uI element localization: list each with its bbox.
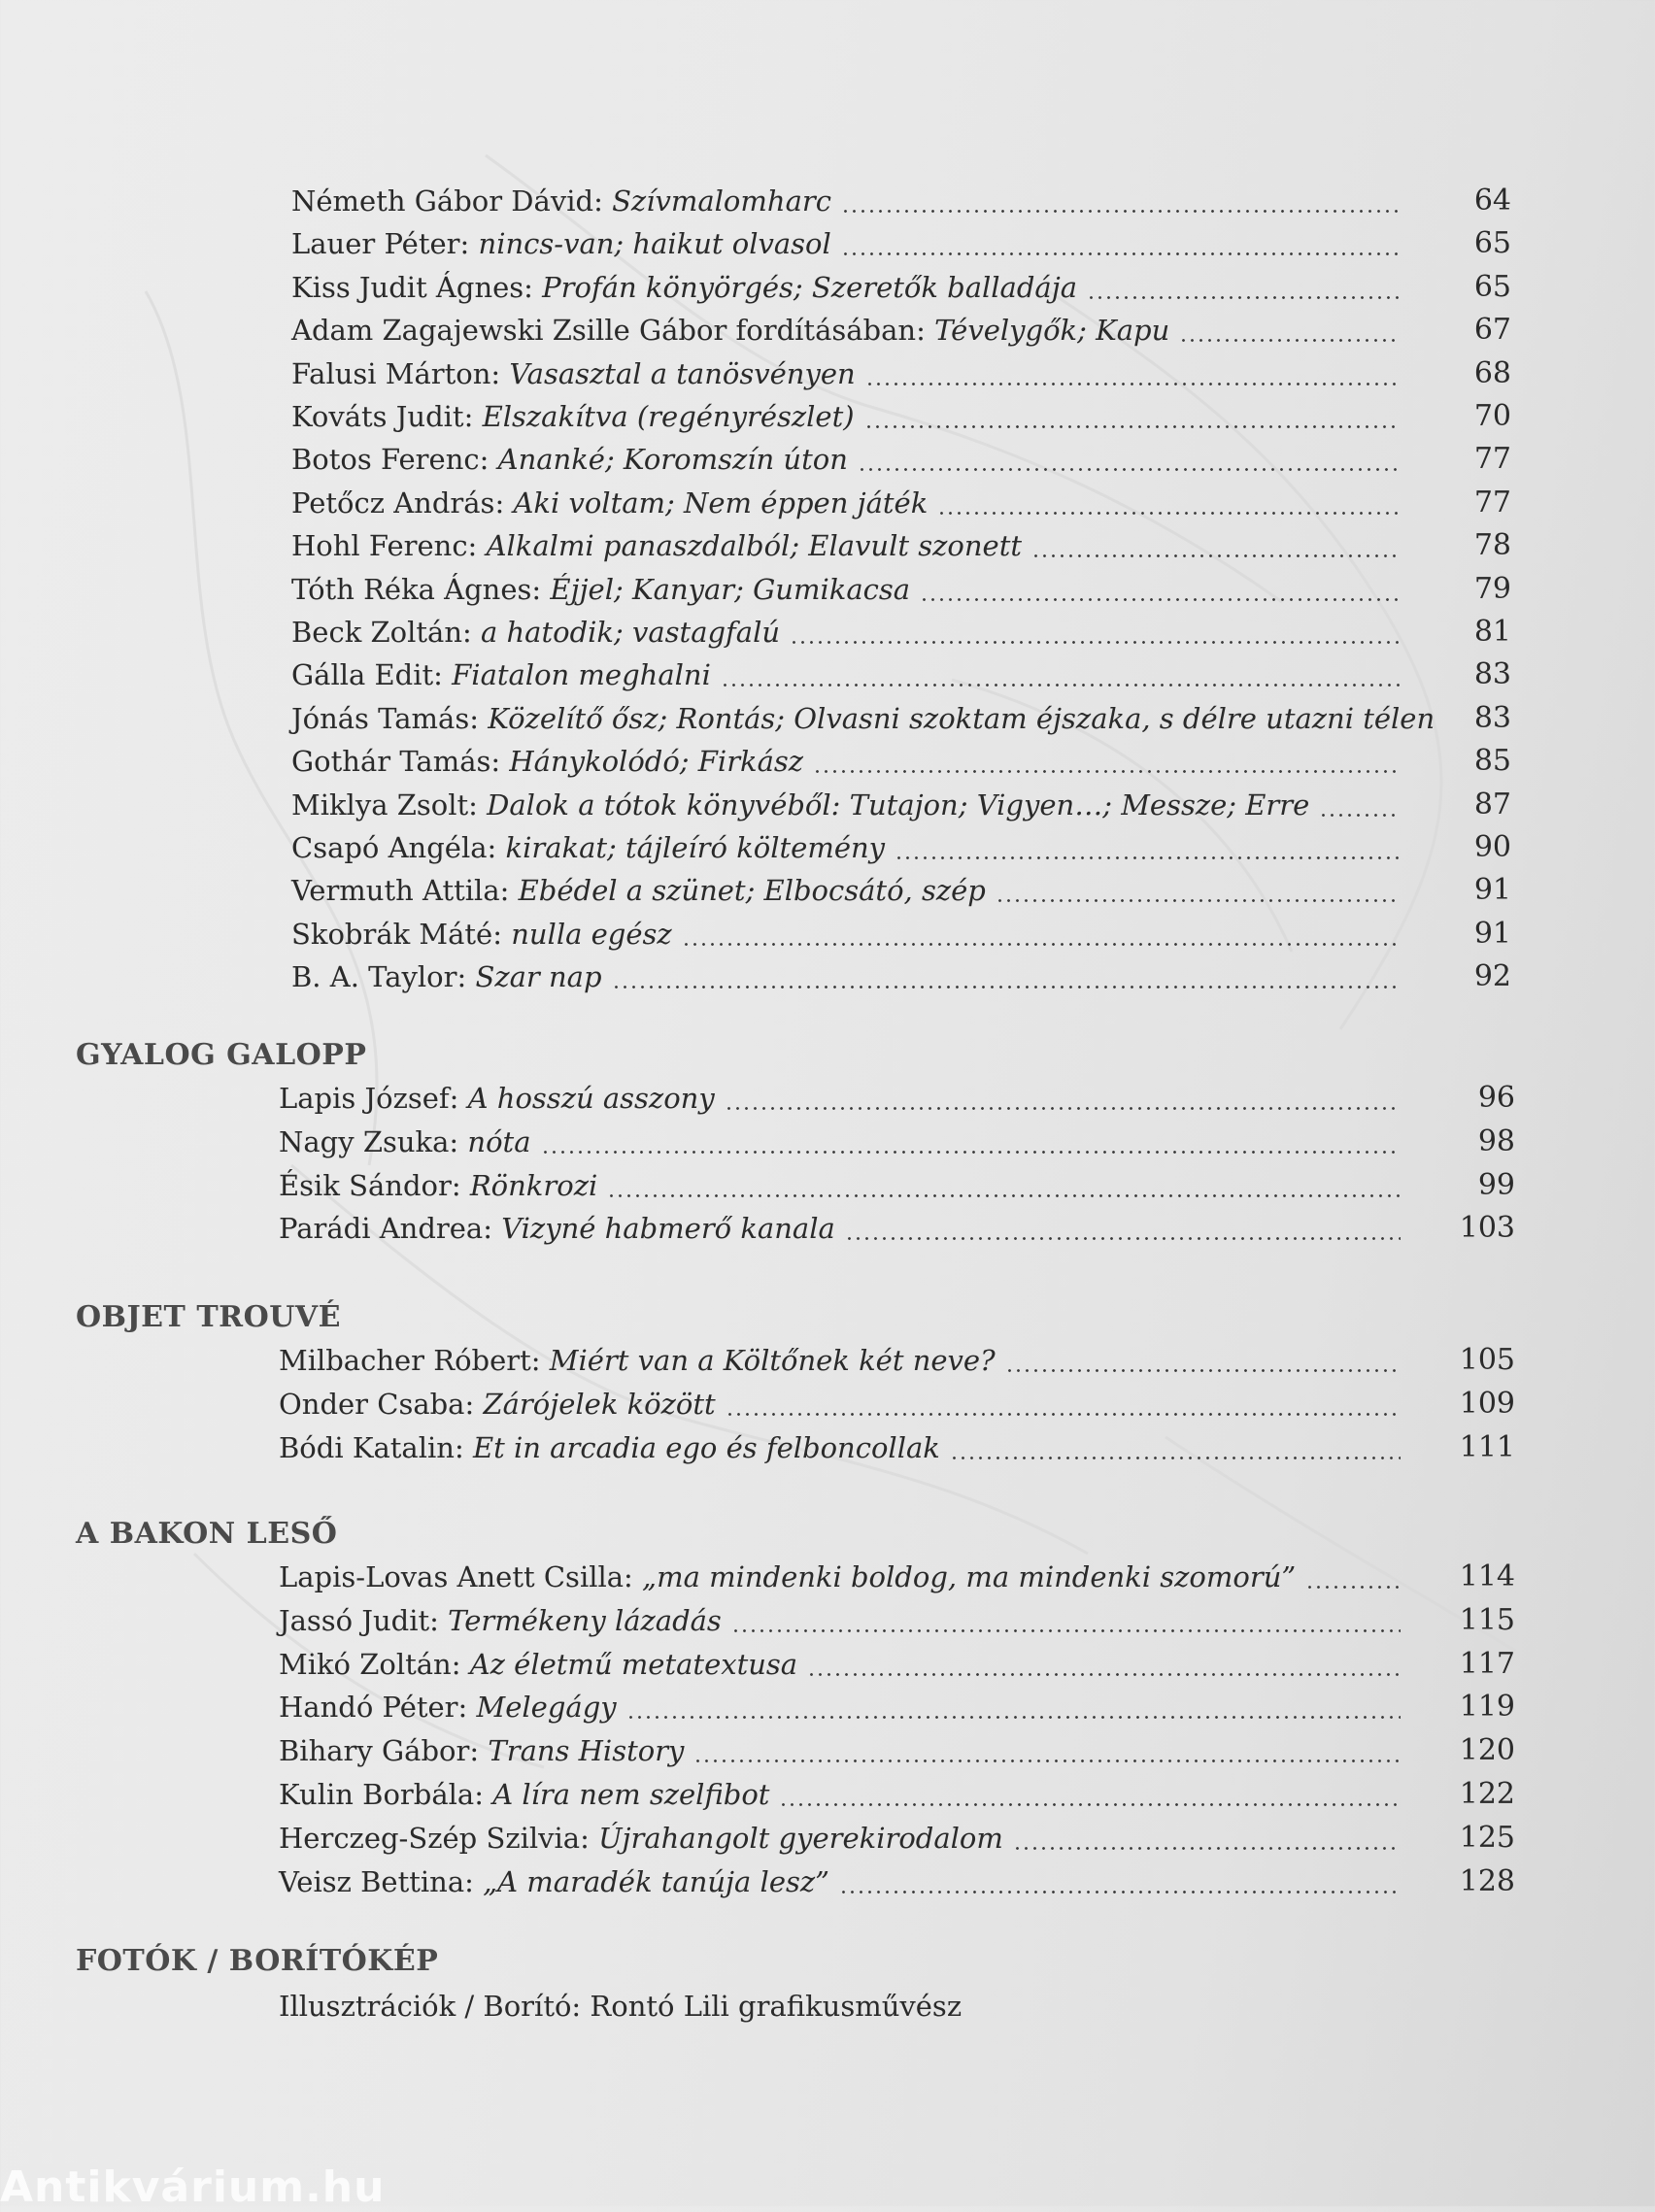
toc-entry (0, 266, 1655, 309)
entry-author: Handó Péter: (279, 1691, 468, 1725)
toc-entry (0, 180, 1655, 222)
toc-entry (0, 955, 1655, 998)
entry-text (279, 1860, 829, 1903)
entry-page-number: 77 (1473, 485, 1511, 519)
entry-text (279, 1817, 1003, 1860)
entry-page-number: 122 (1459, 1777, 1515, 1811)
entry-title: Miért van a Költőnek két neve? (549, 1344, 996, 1377)
toc-entry (0, 1164, 1655, 1207)
dot-leader (1305, 1556, 1401, 1598)
dot-leader (858, 438, 1401, 481)
entry-text (291, 438, 848, 481)
watermark-text: Antikvárium.hu (0, 2162, 386, 2212)
entry-author: Milbacher Róbert: (279, 1344, 541, 1377)
dot-leader (841, 180, 1401, 222)
dot-leader (1319, 784, 1401, 826)
entry-author: Vermuth Attila: (291, 874, 510, 908)
entry-author: Kiss Judit Ágnes: (291, 270, 533, 304)
entry-page-number: 99 (1477, 1167, 1515, 1202)
entry-title: Közelítő ősz; Rontás; Olvasni szoktam éjszaka, s délre utazni télen (488, 701, 1435, 735)
entry-author: Gálla Edit: (291, 658, 443, 692)
entry-page-number: 103 (1459, 1211, 1515, 1246)
toc-entry (0, 784, 1655, 826)
entry-title: A líra nem szelfibot (492, 1778, 770, 1811)
toc-entry (0, 654, 1655, 696)
entry-text (291, 913, 672, 955)
entry-author: Botos Ferenc: (291, 443, 490, 477)
entry-text (291, 524, 1022, 567)
entry-page-number: 79 (1473, 571, 1511, 606)
entry-page-number: 96 (1477, 1081, 1515, 1115)
entry-title: Profán könyörgés; Szeretők balladája (542, 270, 1077, 304)
entry-page-number: 87 (1473, 787, 1511, 821)
entry-title: A hosszú asszony (467, 1082, 715, 1115)
entry-author: Csapó Angéla: (291, 831, 497, 864)
entry-page-number: 68 (1473, 355, 1511, 390)
dot-leader (626, 1686, 1401, 1728)
dot-leader (682, 913, 1401, 955)
entry-page-number: 92 (1473, 959, 1511, 994)
entry-page-number: 67 (1473, 313, 1511, 348)
entry-author: Onder Csaba: (279, 1387, 475, 1421)
entry-title: Aki voltam; Nem éppen játék (513, 486, 929, 519)
entry-author: B. A. Taylor: (291, 960, 467, 994)
entry-author: Bihary Gábor: (279, 1734, 480, 1768)
entry-page-number: 78 (1473, 528, 1511, 563)
entry-title: nincs-van; haikut olvasol (478, 227, 831, 261)
entry-text (291, 180, 831, 222)
entry-page-number: 64 (1473, 184, 1511, 218)
entry-author: Miklya Zsolt: (291, 788, 478, 821)
dot-leader (950, 1426, 1401, 1469)
toc-entry (0, 913, 1655, 955)
entry-title: Fiatalon meghalni (452, 658, 711, 692)
entry-title: „A maradék tanúja lesz” (483, 1864, 829, 1898)
entry-title: Vasasztal a tanösvényen (509, 356, 856, 390)
entry-title: Tévelygők; Kapu (934, 314, 1170, 348)
entry-page-number: 85 (1473, 744, 1511, 779)
entry-text (279, 1773, 769, 1816)
toc-entry (0, 1817, 1655, 1860)
entry-text (291, 352, 856, 395)
entry-text (279, 1729, 684, 1772)
entry-text (291, 784, 1309, 826)
entry-page-number: 111 (1459, 1429, 1515, 1464)
entry-author: Ésik Sándor: (279, 1168, 461, 1202)
toc-entry (0, 1339, 1655, 1382)
entry-title: „ma mindenki boldog, ma mindenki szomorú” (642, 1560, 1297, 1593)
dot-leader (839, 1860, 1401, 1903)
dot-leader (895, 826, 1401, 869)
dot-leader (693, 1729, 1401, 1772)
toc-entry (0, 1207, 1655, 1250)
entry-author: Tóth Réka Ágnes: (291, 572, 542, 606)
entry-text (279, 1643, 797, 1686)
entry-title: nóta (467, 1124, 531, 1158)
entry-text (291, 222, 831, 265)
entry-text (291, 266, 1077, 309)
entry-text (291, 611, 780, 654)
entry-text (291, 482, 928, 524)
toc-entry (0, 869, 1655, 912)
entry-page-number: 70 (1473, 399, 1511, 433)
dot-leader (864, 395, 1401, 438)
entry-text (291, 955, 602, 998)
entry-author: Skobrák Máté: (291, 917, 502, 951)
entry-title: Ebédel a szünet; Elbocsátó, szép (518, 874, 986, 908)
entry-title: Hánykolódó; Firkász (509, 745, 804, 779)
toc-entry (0, 482, 1655, 524)
entry-title: Melegágy (476, 1691, 617, 1725)
entry-author: Adam Zagajewski Zsille Gábor fordításában: (291, 314, 926, 348)
entry-author: Bódi Katalin: (279, 1430, 464, 1464)
toc-entry (0, 438, 1655, 481)
entry-page-number: 117 (1459, 1646, 1515, 1681)
entry-page-number: 83 (1473, 657, 1511, 692)
entry-author: Parádi Andrea: (279, 1212, 492, 1246)
toc-entry (0, 1426, 1655, 1469)
entry-title: Újrahangolt gyerekirodalom (598, 1821, 1003, 1855)
entry-title: Alkalmi panaszdalból; Elavult szonett (486, 529, 1023, 563)
toc-entry (0, 1643, 1655, 1686)
dot-leader (813, 740, 1401, 783)
entry-page-number: 98 (1477, 1123, 1515, 1158)
dot-leader (1179, 309, 1401, 352)
dot-leader (845, 1207, 1401, 1250)
entry-text (291, 826, 885, 869)
section-heading: FOTÓK / BORÍTÓKÉP (76, 1944, 439, 1978)
toc-entry (0, 1773, 1655, 1816)
entry-title: nulla egész (511, 917, 672, 951)
toc-entry (0, 611, 1655, 654)
entry-text (279, 1556, 1296, 1598)
dot-leader (1087, 266, 1401, 309)
dot-leader (920, 568, 1401, 611)
dot-leader (779, 1773, 1401, 1816)
section-heading: OBJET TROUVÉ (76, 1300, 342, 1334)
entry-text (279, 1426, 940, 1469)
toc-entry (0, 352, 1655, 395)
entry-title: a hatodik; vastagfalú (481, 616, 781, 649)
entry-text (279, 1383, 716, 1425)
entry-title: Szívmalomharc (612, 184, 831, 218)
entry-author: Petőcz András: (291, 486, 505, 519)
entry-title: Termékeny lázadás (448, 1603, 722, 1637)
dot-leader (541, 1121, 1401, 1163)
entry-text (291, 869, 986, 912)
entry-page-number: 120 (1459, 1733, 1515, 1768)
entry-title: Rönkrozi (469, 1168, 598, 1202)
entry-title: Elszakítva (regényrészlet) (482, 400, 855, 433)
entry-page-number: 65 (1473, 226, 1511, 261)
entry-text (279, 1164, 597, 1207)
dot-leader (996, 869, 1401, 912)
entry-author: Németh Gábor Dávid: (291, 184, 603, 218)
section-heading: A BAKON LESŐ (76, 1517, 338, 1551)
entry-page-number: 115 (1459, 1602, 1515, 1637)
entry-title: Zárójelek között (483, 1387, 716, 1421)
toc-entry (0, 524, 1655, 567)
entry-text (291, 568, 910, 611)
entry-page-number: 91 (1473, 916, 1511, 951)
entry-text (291, 395, 855, 438)
entry-title: Dalok a tótok könyvéből: Tutajon; Vigyen…; Messze; Erre (487, 788, 1310, 821)
entry-author: Lauer Péter: (291, 227, 470, 261)
entry-title: Éjjel; Kanyar; Gumikacsa (550, 572, 911, 606)
entry-title: Szar nap (475, 960, 602, 994)
toc-entry (0, 1860, 1655, 1903)
entry-author: Kováts Judit: (291, 400, 474, 433)
entry-page-number: 91 (1473, 873, 1511, 908)
entry-text (279, 1077, 715, 1120)
toc-entry (0, 826, 1655, 869)
entry-text (291, 309, 1169, 352)
toc-entry (0, 1121, 1655, 1163)
dot-leader (612, 955, 1401, 998)
entry-author: Hohl Ferenc: (291, 529, 478, 563)
dot-leader (841, 222, 1401, 265)
dot-leader (607, 1164, 1401, 1207)
entry-page-number: 114 (1459, 1559, 1515, 1593)
entry-page-number: 125 (1459, 1820, 1515, 1855)
entry-author: Mikó Zoltán: (279, 1647, 461, 1681)
entry-page-number: 83 (1473, 700, 1511, 735)
entry-page-number: 65 (1473, 269, 1511, 304)
dot-leader (865, 352, 1401, 395)
entry-author: Jassó Judit: (279, 1603, 439, 1637)
dot-leader (807, 1643, 1401, 1686)
entry-author: Gothár Tamás: (291, 745, 501, 779)
entry-title: Ananké; Koromszín úton (497, 443, 848, 477)
dot-leader (790, 611, 1401, 654)
toc-entry (0, 309, 1655, 352)
dot-leader (721, 654, 1401, 696)
entry-author: Lapis József: (279, 1082, 459, 1115)
toc-entry (0, 697, 1655, 740)
toc-entry (0, 222, 1655, 265)
entry-page-number: 81 (1473, 615, 1511, 649)
entry-author: Veisz Bettina: (279, 1864, 474, 1898)
dot-leader (725, 1077, 1401, 1120)
entry-text (279, 1686, 617, 1728)
toc-entry (0, 568, 1655, 611)
entry-page-number: 90 (1473, 830, 1511, 864)
toc-entry (0, 1556, 1655, 1598)
entry-title: Trans History (488, 1734, 685, 1768)
entry-author: Beck Zoltán: (291, 616, 472, 649)
entry-title: Az életmű metatextusa (469, 1647, 798, 1681)
section-heading: GYALOG GALOPP (76, 1038, 367, 1072)
entry-text (291, 740, 803, 783)
entry-title: Et in arcadia ego és felboncollak (472, 1430, 940, 1464)
dot-leader (726, 1383, 1401, 1425)
dot-leader (937, 482, 1401, 524)
entry-title: Vizyné habmerő kanala (501, 1212, 835, 1246)
entry-author: Lapis-Lovas Anett Csilla: (279, 1560, 633, 1593)
entry-text (291, 697, 1435, 740)
toc-entry (0, 1686, 1655, 1728)
entry-author: Falusi Márton: (291, 356, 501, 390)
dot-leader (1031, 524, 1401, 567)
entry-text (279, 1207, 835, 1250)
toc-entry (0, 1729, 1655, 1772)
entry-title: kirakat; tájleíró költemény (505, 831, 886, 864)
entry-page-number: 119 (1459, 1690, 1515, 1725)
entry-page-number: 128 (1459, 1863, 1515, 1898)
toc-entry (0, 1599, 1655, 1642)
entry-text (291, 654, 711, 696)
entry-author: Herczeg-Szép Szilvia: (279, 1821, 590, 1855)
dot-leader (1005, 1339, 1401, 1382)
toc-entry (0, 1383, 1655, 1425)
entry-author: Jónás Tamás: (291, 701, 479, 735)
dot-leader (1013, 1817, 1401, 1860)
entry-text (279, 1121, 531, 1163)
entry-page-number: 109 (1459, 1386, 1515, 1421)
entry-author: Nagy Zsuka: (279, 1124, 459, 1158)
toc-entry (0, 740, 1655, 783)
entry-text (279, 1339, 996, 1382)
credit-line: Illusztrációk / Borító: Rontó Lili grafikusművész (279, 1990, 963, 2023)
entry-page-number: 105 (1459, 1343, 1515, 1377)
toc-entry (0, 395, 1655, 438)
entry-author: Kulin Borbála: (279, 1778, 484, 1811)
toc-entry (0, 1077, 1655, 1120)
dot-leader (731, 1599, 1401, 1642)
entry-page-number: 77 (1473, 442, 1511, 477)
entry-text (279, 1599, 722, 1642)
